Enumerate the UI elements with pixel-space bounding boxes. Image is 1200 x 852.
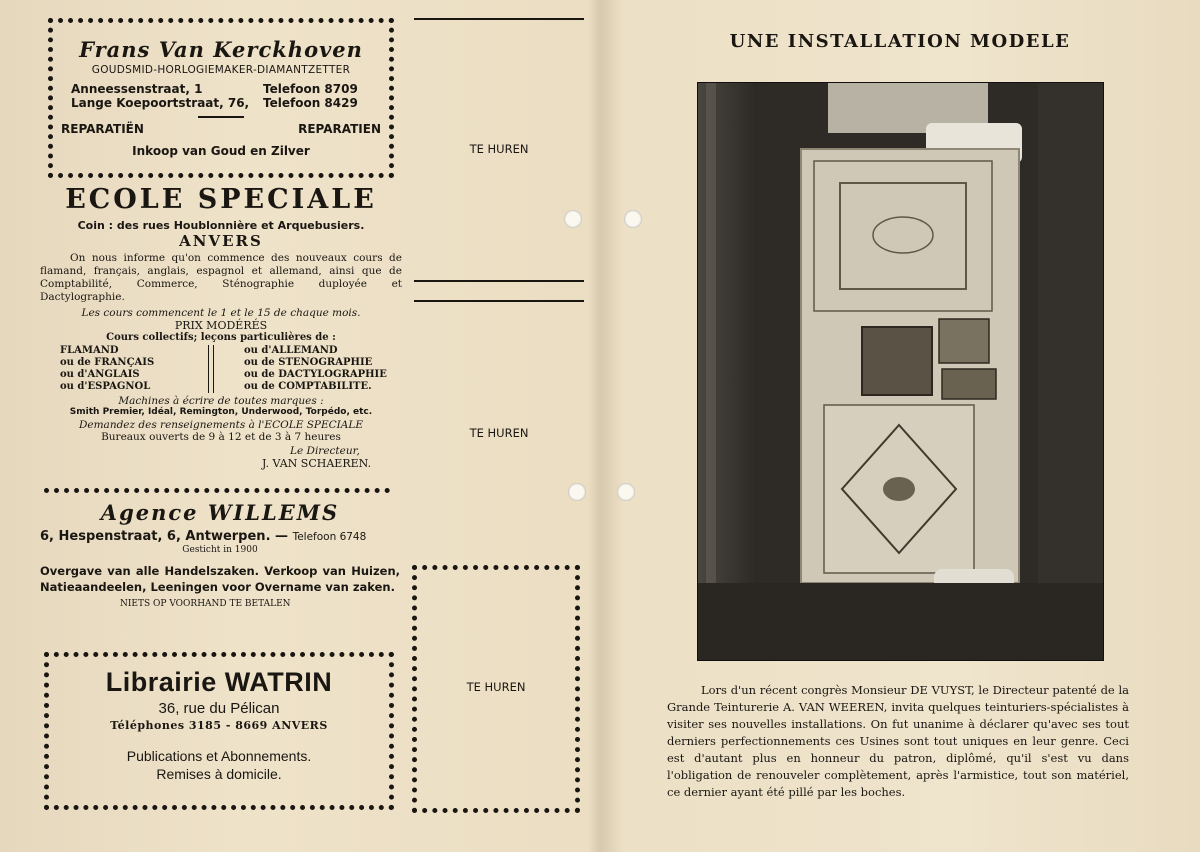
checker-divider bbox=[44, 488, 390, 493]
ad-kerckhoven-tagline: Inkoop van Goud en Zilver bbox=[132, 144, 310, 158]
ad-ecole-course-left-1: FLAMAND bbox=[60, 345, 119, 356]
ad-ecole-corner: Coin : des rues Houblonnière et Arquebusiers. bbox=[77, 219, 365, 232]
ad-kerckhoven-repair-right: REPARATIEN bbox=[298, 122, 381, 136]
ad-kerckhoven-repair-left: REPARATIËN bbox=[61, 122, 144, 136]
rent-box bbox=[412, 565, 580, 813]
article-photo bbox=[697, 82, 1104, 661]
ad-ecole-course-right-3: ou de DACTYLOGRAPHIE bbox=[244, 369, 387, 380]
photo-installation bbox=[698, 83, 1103, 660]
ad-watrin-address: 36, rue du Pélican bbox=[158, 700, 280, 717]
ad-kerckhoven-addr2: Lange Koepoortstraat, 76, bbox=[71, 96, 250, 110]
ad-ecole-director: J. VAN SCHAEREN. bbox=[262, 457, 372, 470]
ad-ecole-lessons: Cours collectifs; leçons particulières de : bbox=[106, 332, 336, 343]
ad-ecole-hours: Bureaux ouverts de 9 à 12 et de 3 à 7 heures bbox=[101, 431, 341, 443]
ad-watrin-line2: Remises à domicile. bbox=[156, 766, 282, 782]
ad-ecole-machines: Machines à écrire de toutes marques : bbox=[118, 395, 324, 407]
ad-kerckhoven-addr1: Anneessenstraat, 1 bbox=[71, 82, 203, 96]
ad-kerckhoven-phone1: Telefoon 8709 bbox=[263, 82, 358, 96]
ad-ecole-title: ECOLE SPECIALE bbox=[65, 184, 377, 215]
ad-ecole-course-right-4: ou de COMPTABILITE. bbox=[244, 381, 372, 392]
ad-willems-note: NIETS OP VOORHAND TE BETALEN bbox=[120, 599, 291, 609]
punch-hole bbox=[624, 210, 642, 228]
ad-willems-address: 6, Hespenstraat, 6, Antwerpen. — bbox=[40, 529, 289, 544]
ad-willems-founded: Gesticht in 1900 bbox=[182, 545, 258, 555]
ad-kerckhoven-trade: GOUDSMID-HORLOGIEMAKER-DIAMANTZETTER bbox=[91, 64, 351, 76]
ad-kerckhoven-name: Frans Van Kerckhoven bbox=[79, 37, 363, 62]
ad-willems-title: Agence WILLEMS bbox=[100, 500, 340, 525]
ad-ecole-courses bbox=[60, 345, 402, 393]
ad-kerckhoven bbox=[48, 18, 394, 178]
ad-ecole-dates: Les cours commencent le 1 et le 15 de chaque mois. bbox=[81, 307, 361, 319]
ad-ecole-course-left-4: ou d'ESPAGNOL bbox=[60, 381, 151, 392]
rent-rule-top bbox=[414, 18, 584, 20]
article-title: UNE INSTALLATION MODELE bbox=[729, 31, 1071, 52]
ad-willems-body: Overgave van alle Handelszaken. Verkoop van Huizen, Natieaandeelen, Leeningen voor Overname van zaken. bbox=[40, 564, 400, 594]
ad-ecole-prices: PRIX MODÉRÉS bbox=[174, 319, 268, 332]
ad-willems bbox=[40, 500, 400, 648]
ad-ecole-director-label: Le Directeur, bbox=[290, 445, 360, 457]
ad-watrin-phones: Téléphones 3185 - 8669 ANVERS bbox=[110, 719, 328, 732]
ad-ecole-body: On nous informe qu'on commence des nouveaux cours de flamand, français, anglais, espagnol et allemand, ainsi que de Comptabilité, Commerce, Sténographie duployée et Dactylographie. bbox=[40, 252, 402, 303]
ad-willems-phone: Telefoon 6748 bbox=[292, 531, 367, 543]
rent-rule-2 bbox=[414, 300, 584, 302]
ad-ecole-city: ANVERS bbox=[179, 232, 263, 250]
article-caption: Lors d'un récent congrès Monsieur DE VUYST, le Directeur patenté de la Grande Teinturerie A. VAN WEEREN, invita quelques teinturiers-spécialistes à visiter ses nouvelles installations. On fut unanime à déclarer qu'avec ses tout derniers perfectionnements ces Usines sont tout uniques en leur genre. Ceci est d'autant plus en honneur du patron, diplômé, qu'il s'est vu dans l'obligation de renouveler complètement, après l'armistice, tout son matériel, ce dernier ayant été pillé par les boches. bbox=[667, 683, 1129, 799]
ad-kerckhoven-phone2: Telefoon 8429 bbox=[263, 96, 358, 110]
ad-ecole-brands: Smith Premier, Idéal, Remington, Underwood, Torpédo, etc. bbox=[69, 407, 373, 417]
rent-notice-1: TE HUREN bbox=[469, 142, 529, 156]
punch-hole bbox=[568, 483, 586, 501]
punch-hole bbox=[564, 210, 582, 228]
ad-ecole-ask: Demandez des renseignements à l'ECOLE SPECIALE bbox=[78, 419, 364, 431]
ad-ecole-course-right-2: ou de STENOGRAPHIE bbox=[244, 357, 373, 368]
ad-ecole-course-right-1: ou d'ALLEMAND bbox=[244, 345, 338, 356]
ad-ecole-course-divider bbox=[208, 345, 214, 393]
rent-notice-3: TE HUREN bbox=[466, 680, 526, 694]
ad-ecole-course-left-2: ou de FRANÇAIS bbox=[60, 357, 155, 368]
rent-rule-1 bbox=[414, 280, 584, 282]
ad-ecole-speciale bbox=[40, 184, 402, 484]
ad-ecole-course-left-3: ou d'ANGLAIS bbox=[60, 369, 140, 380]
rent-notice-2: TE HUREN bbox=[469, 426, 529, 440]
punch-hole bbox=[617, 483, 635, 501]
ad-watrin-line1: Publications et Abonnements. bbox=[126, 748, 312, 764]
ad-watrin bbox=[44, 652, 394, 810]
ad-watrin-title: Librairie WATRIN bbox=[105, 667, 333, 697]
ad-kerckhoven-divider bbox=[198, 116, 244, 118]
